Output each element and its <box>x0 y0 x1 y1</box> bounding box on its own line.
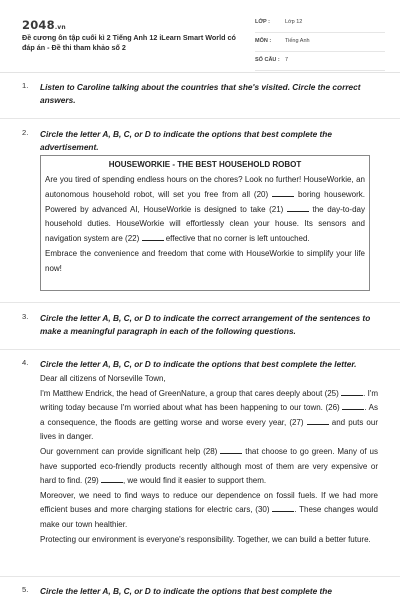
letter-text: . As a consequence, the floods are getting worse and worse every year, (27) <box>40 403 378 427</box>
answer-blank-20 <box>272 188 294 197</box>
letter-greeting: Dear all citizens of Norseville Town, <box>40 374 166 383</box>
ad-text: boring housework. Powered by advanced AI, HouseWorkie is designed to take (21) <box>45 189 366 214</box>
answer-blank-21 <box>287 203 309 212</box>
question-number: 4. <box>22 358 29 367</box>
question-number: 2. <box>22 128 29 137</box>
meta-key: LỚP : <box>255 19 270 25</box>
logo-text: 2048 <box>22 18 55 32</box>
meta-value: 7 <box>285 57 289 63</box>
ad-text: Are you tired of spending endless hours on the chores? Look no further! HouseWorkie, an autonomous household robot, will set you free from all (20) <box>45 175 365 199</box>
question-instruction: Circle the letter A, B, C, or D to indicate the options that best complete the letter. <box>40 359 357 369</box>
question-number: 1. <box>22 81 29 90</box>
meta-key: SỐ CÂU : <box>255 57 280 63</box>
site-logo[interactable] <box>22 18 66 32</box>
ad-text: effective that no corner is left untouched. <box>165 234 310 244</box>
letter-paragraph-1 <box>40 387 378 445</box>
letter-text: Moreover, we need to find ways to reduce our dependence on fossil fuels. If we had more efficient buses and more charging stations for electric cars, (30) <box>40 490 378 515</box>
letter-paragraph-4: Protecting our environment is everyone's responsibility. Together, we can build a better future. <box>40 534 371 544</box>
answer-blank-29 <box>101 474 123 483</box>
meta-value: Lớp 12 <box>285 19 303 25</box>
divider <box>0 118 400 119</box>
question-instruction: Circle the letter A, B, C, or D to indicate the options that best complete the advertisement. <box>40 129 332 152</box>
advertisement-title: HOUSEWORKIE - THE BEST HOUSEHOLD ROBOT <box>108 160 302 169</box>
logo-tld: .vn <box>54 24 66 31</box>
page-header <box>0 0 400 73</box>
meta-row-class <box>255 16 385 33</box>
question-instruction: Circle the letter A, B, C, or D to indicate the options that best complete the <box>40 586 332 596</box>
question-instruction: Listen to Caroline talking about the countries that she's visited. Circle the correct answers. <box>40 82 361 105</box>
question-number: 5. <box>22 585 29 594</box>
letter-text: and puts our lives in danger. <box>40 417 378 442</box>
letter-passage <box>40 372 378 547</box>
meta-key: MÔN : <box>255 38 272 44</box>
letter-text: , we would find it easier to support them. <box>122 476 267 486</box>
letter-paragraph-2 <box>40 445 378 489</box>
meta-row-subject <box>255 35 385 52</box>
divider <box>0 576 400 577</box>
document-meta <box>255 16 385 73</box>
letter-text: . I'm writing today because I'm worried about what has been happening to our town. (26) <box>40 388 379 413</box>
letter-text: that choose to go green. Many of us have supported eco-friendly products recently although most of them are very expensive or hard to find. (29) <box>40 446 378 486</box>
meta-row-question-count <box>255 54 385 71</box>
divider <box>0 349 400 350</box>
letter-text: I'm Matthew Endrick, the head of GreenNature, a group that cares deeply about (25) <box>40 388 339 398</box>
ad-text: Embrace the convenience and freedom that come with HouseWorkie to simplify your life now! <box>45 248 365 273</box>
letter-text: Our government can provide significant help (28) <box>40 446 218 456</box>
question-number: 3. <box>22 312 29 321</box>
answer-blank-22 <box>142 232 164 241</box>
document-title: Đề cương ôn tập cuối kì 2 Tiếng Anh 12 iLearn Smart World có đáp án - Đề thi tham khảo số 2 <box>22 33 236 52</box>
advertisement-box <box>40 155 370 291</box>
divider <box>0 302 400 303</box>
answer-blank-30 <box>272 503 294 512</box>
answer-blank-26 <box>342 401 364 410</box>
advertisement-text <box>45 173 365 277</box>
answer-blank-27 <box>307 416 329 425</box>
ad-text: the day-to-day household duties. HouseWorkie will effortlessly clean your house. Its sensors and navigation system are (22) <box>45 204 365 244</box>
meta-value: Tiếng Anh <box>285 38 310 44</box>
letter-paragraph-3 <box>40 489 378 533</box>
answer-blank-25 <box>341 387 363 396</box>
letter-text: . These changes would make our town healthier. <box>40 505 378 529</box>
answer-blank-28 <box>220 445 242 454</box>
question-instruction: Circle the letter A, B, C, or D to indicate the correct arrangement of the sentences to make a meaningful paragraph in each of the following questions. <box>40 313 371 336</box>
